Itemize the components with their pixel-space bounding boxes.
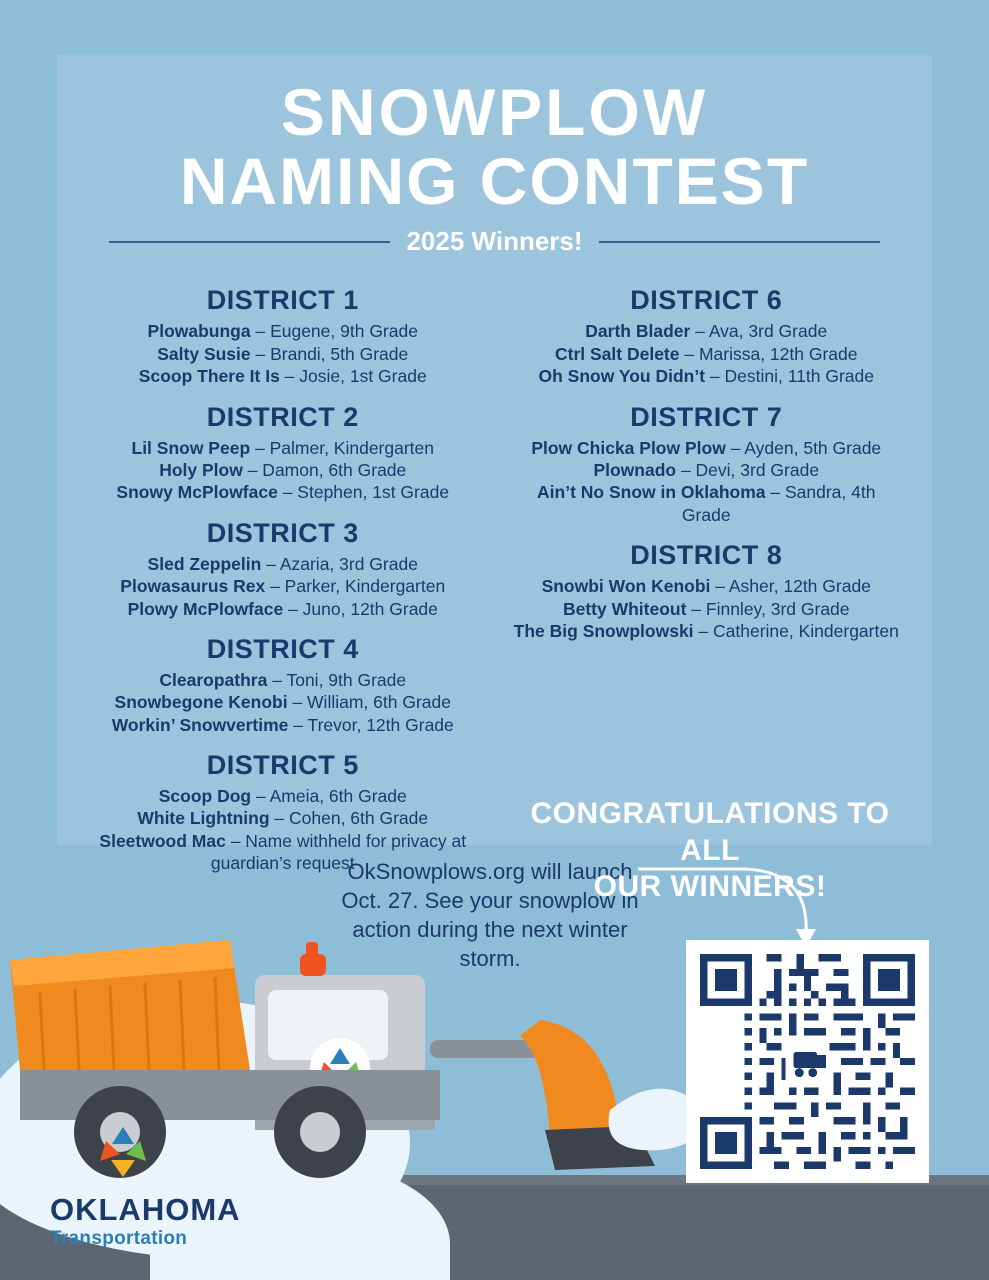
district-heading: DISTRICT 4 (206, 633, 359, 664)
district-heading: DISTRICT 8 (630, 540, 783, 571)
winner-plow-name: Plownado (593, 459, 677, 480)
winner-credit: – Palmer, Kindergarten (250, 437, 434, 458)
subtitle-row (57, 226, 932, 257)
districts-column-right (495, 271, 919, 874)
winner-entry (71, 481, 495, 503)
winner-plow-name: Scoop Dog (158, 786, 252, 807)
winner-credit: – Ava, 3rd Grade (690, 321, 828, 342)
winner-entry (495, 575, 919, 597)
winner-credit: – Eugene, 9th Grade (250, 321, 418, 342)
winner-entry (495, 320, 919, 342)
winner-entry (71, 320, 495, 342)
winner-entry (495, 437, 919, 459)
winner-credit: – William, 6th Grade (287, 692, 451, 713)
winner-credit: – Ayden, 5th Grade (725, 437, 882, 458)
winner-plow-name: Plowasaurus Rex (120, 576, 266, 597)
winner-credit: – Name withheld for privacy at guardian’s request (210, 830, 467, 874)
winner-entry (495, 459, 919, 481)
district-heading: DISTRICT 6 (630, 285, 783, 316)
winner-plow-name: Ctrl Salt Delete (555, 343, 680, 364)
winner-credit: – Juno, 12th Grade (283, 598, 438, 619)
winner-credit: – Parker, Kindergarten (265, 576, 446, 597)
winner-plow-name: Plow Chicka Plow Plow (531, 437, 726, 458)
district-heading: DISTRICT 5 (206, 750, 359, 781)
winner-credit: – Trevor, 12th Grade (288, 714, 454, 735)
qr-code-image (700, 954, 915, 1169)
qr-code[interactable] (686, 940, 929, 1183)
winner-credit: – Catherine, Kindergarten (693, 620, 899, 641)
winner-plow-name: Snowbi Won Kenobi (541, 576, 711, 597)
winner-plow-name: Sleetwood Mac (99, 830, 226, 851)
winner-credit: – Damon, 6th Grade (242, 459, 407, 480)
winner-credit: – Josie, 1st Grade (279, 366, 427, 387)
winner-credit: – Toni, 9th Grade (267, 669, 407, 690)
winner-entry (71, 691, 495, 713)
logo-line-2: Transportation (50, 1228, 188, 1249)
districts-columns (57, 271, 932, 874)
winner-credit: – Stephen, 1st Grade (277, 482, 450, 503)
winner-plow-name: Sled Zeppelin (147, 553, 262, 574)
winner-entry (495, 343, 919, 365)
subtitle: 2025 Winners! (406, 226, 583, 257)
winner-entry (71, 598, 495, 620)
winner-credit: – Cohen, 6th Grade (269, 808, 429, 829)
winner-entry (71, 343, 495, 365)
district-heading: DISTRICT 7 (630, 401, 783, 432)
winner-plow-name: Clearopathra (159, 669, 268, 690)
congratulations-block (500, 796, 920, 906)
winner-credit: – Marissa, 12th Grade (679, 343, 858, 364)
winner-entry (71, 785, 495, 807)
winner-plow-name: Plowabunga (147, 321, 251, 342)
winner-plow-name: Workin’ Snowvertime (111, 714, 289, 735)
winner-plow-name: Salty Susie (157, 343, 251, 364)
congrats-line-1: CONGRATULATIONS TO ALL (530, 797, 890, 867)
winner-plow-name: Ain’t No Snow in Oklahoma (537, 482, 766, 503)
winner-credit: – Destini, 11th Grade (705, 366, 874, 387)
winner-plow-name: Darth Blader (585, 321, 691, 342)
winner-credit: – Sandra, 4th Grade (681, 482, 876, 525)
winner-plow-name: White Lightning (137, 808, 270, 829)
districts-column-left (71, 271, 495, 874)
winner-entry (71, 669, 495, 691)
odot-logo (50, 1121, 280, 1250)
winner-entry (71, 459, 495, 481)
winner-plow-name: Snowbegone Kenobi (114, 692, 288, 713)
winner-entry (495, 365, 919, 387)
winner-entry (71, 553, 495, 575)
divider-left (109, 241, 390, 243)
winners-panel (57, 55, 932, 874)
winner-credit: – Azaria, 3rd Grade (261, 553, 418, 574)
page-title (57, 55, 932, 218)
winner-credit: – Finnley, 3rd Grade (686, 598, 850, 619)
divider-right (599, 241, 880, 243)
winner-plow-name: Betty Whiteout (562, 598, 687, 619)
cta-text: OkSnowplows.org will launch Oct. 27. See your snowplow in action during the next winter storm. (341, 859, 639, 972)
winner-entry (71, 714, 495, 736)
winner-credit: – Asher, 12th Grade (710, 576, 871, 597)
winner-plow-name: The Big Snowplowski (513, 620, 694, 641)
winner-plow-name: Oh Snow You Didn’t (538, 366, 706, 387)
winner-plow-name: Holy Plow (159, 459, 243, 480)
winner-entry (495, 620, 919, 642)
logo-line-1: OKLAHOMA (50, 1192, 241, 1227)
district-heading: DISTRICT 2 (206, 401, 359, 432)
winner-entry (71, 575, 495, 597)
winner-plow-name: Plowy McPlowface (127, 598, 284, 619)
winner-entry (495, 481, 919, 526)
winner-credit: – Devi, 3rd Grade (676, 459, 820, 480)
winner-plow-name: Snowy McPlowface (116, 482, 278, 503)
winner-credit: – Ameia, 6th Grade (251, 786, 407, 807)
title-line-1: SNOWPLOW (280, 75, 709, 149)
district-heading: DISTRICT 1 (206, 285, 359, 316)
lower-section (0, 845, 989, 1280)
winner-entry (71, 437, 495, 459)
winner-plow-name: Scoop There It Is (138, 366, 280, 387)
winner-entry (71, 365, 495, 387)
winner-credit: – Brandi, 5th Grade (250, 343, 409, 364)
odot-emblem-icon (92, 1121, 154, 1183)
winner-plow-name: Lil Snow Peep (131, 437, 251, 458)
winner-entry (71, 807, 495, 829)
congrats-line-2: OUR WINNERS! (593, 870, 827, 904)
title-line-2: NAMING CONTEST (179, 143, 810, 218)
winner-entry (495, 598, 919, 620)
district-heading: DISTRICT 3 (206, 517, 359, 548)
